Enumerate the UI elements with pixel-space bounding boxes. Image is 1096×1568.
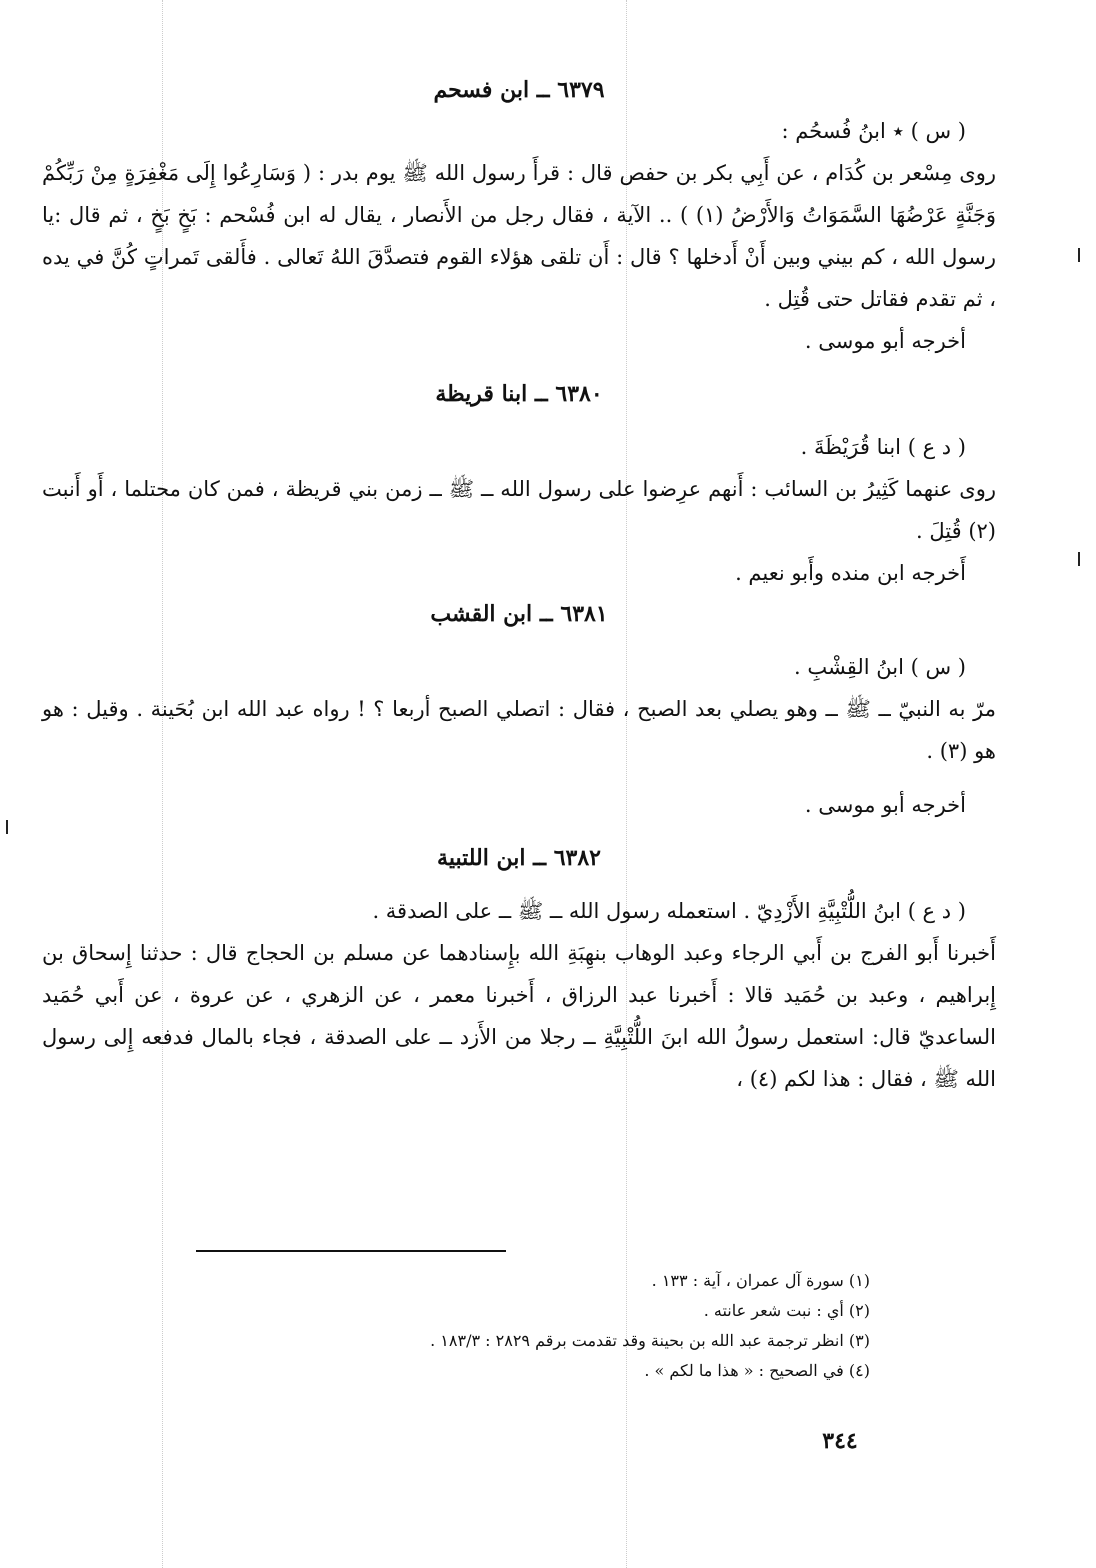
entry-6380 bbox=[42, 374, 996, 594]
entry-paragraph: أَخبرنا أَبو الفرج بن أَبي الرجاء وعبد الوهاب بنهِبَةِ الله بإِسنادهما عن مسلم بن الحجاج قال : حدثنا إِسحاق بن إِبراهيم ، وعبد بن حُمَيد قالا : أَخبرنا عبد الرزاق ، أَخبرنا معمر ، عن الزهري ، عن عروة ، عن أَبي حُمَيد الساعديّ قال: استعمل رسولُ الله ابنَ اللُّتْبِيَّةِ ــ رجلا من الأَزد ــ على الصدقة ، فجاء بالمال فدفعه إِلى رسول الله ﷺ ، فقال : هذا لكم (٤) ، bbox=[42, 941, 996, 1091]
entry-label: ( س ) ٭ ابنُ فُسحُم : bbox=[781, 119, 966, 143]
entry-paragraph: روى عنهما كَثِيرُ بن السائب : أَنهم عرِضوا على رسول الله ــ ﷺ ــ زمن بني قريظة ، فمن كان محتلما ، أَو أَنبت (٢) قُتِلَ . bbox=[42, 477, 996, 543]
footnote-divider bbox=[196, 1250, 506, 1252]
margin-mark bbox=[1078, 552, 1080, 566]
footnote-4: (٤) في الصحيح : « هذا ما لكم » . bbox=[644, 1361, 870, 1380]
footnote-2: (٢) أي : نبت شعر عانته . bbox=[703, 1301, 870, 1320]
footnote-3: (٣) انظر ترجمة عبد الله بن بحينة وقد تقدمت برقم ٢٨٢٩ : ١٨٣/٣ . bbox=[430, 1331, 870, 1350]
entry-label: ( د ع ) ابنا قُرَيْظَةَ . bbox=[800, 435, 966, 459]
entry-label: ( د ع ) ابنُ اللُّتْبِيَّةِ الأَزْدِيّ . استعمله رسول الله ــ ﷺ ــ على الصدقة . bbox=[372, 899, 966, 923]
entry-heading: ٦٣٨٢ ــ ابن اللتبية bbox=[437, 845, 601, 871]
entry-heading: ٦٣٨٠ ــ ابنا قريظة bbox=[435, 381, 603, 407]
margin-mark bbox=[6, 820, 8, 834]
entry-paragraph: مرّ به النبيّ ــ ﷺ ــ وهو يصلي بعد الصبح ، فقال : اتصلي الصبح أربعا ؟ ! رواه عبد الله ابن بُحَينة . وقيل : هو هو (٣) . bbox=[42, 697, 996, 763]
entry-paragraph: روى مِسْعر بن كُدَام ، عن أَبِي بكر بن حفص قال : قرأَ رسول الله ﷺ يوم بدر : ( وَسَارِعُوا إِلَى مَغْفِرَةٍ مِنْ رَبِّكُمْ وَجَنَّةٍ عَرْضُهَا السَّمَوَاتُ وَالأَرْضُ (١) ) .. الآية ، فقال رجل من الأَنصار ، يقال له ابن فُسْحم : بَخٍ بَخٍ ، ثم قال :يا رسول الله ، كم بيني وبين أَنْ أَدخلها ؟ قال : أَن تلقى هؤلاء القوم فتصدَّقَ اللهُ تَعالى . فأَلقى تَمراتٍ كُنَّ في يده ، ثم تقدم فقاتل حتى قُتِل . bbox=[42, 161, 996, 311]
entry-6382 bbox=[42, 838, 996, 1100]
entry-source: أَخرجه ابن منده وأَبو نعيم . bbox=[735, 561, 966, 585]
entry-6379 bbox=[42, 70, 996, 362]
page-number: ٣٤٤ bbox=[822, 1428, 858, 1454]
entry-heading: ٦٣٧٩ ــ ابن فسحم bbox=[433, 77, 605, 103]
entry-heading: ٦٣٨١ ــ ابن القشب bbox=[430, 601, 608, 627]
main-text bbox=[42, 70, 996, 1100]
entry-label: ( س ) ابنُ القِشْبِ . bbox=[794, 655, 966, 679]
footnote-1: (١) سورة آل عمران ، آية : ١٣٣ . bbox=[651, 1271, 870, 1290]
margin-mark bbox=[1078, 248, 1080, 262]
entry-6381 bbox=[42, 594, 996, 826]
entry-source: أخرجه أبو موسى . bbox=[804, 793, 966, 817]
footnotes bbox=[230, 1266, 870, 1386]
entry-source: أخرجه أبو موسى . bbox=[804, 329, 966, 353]
